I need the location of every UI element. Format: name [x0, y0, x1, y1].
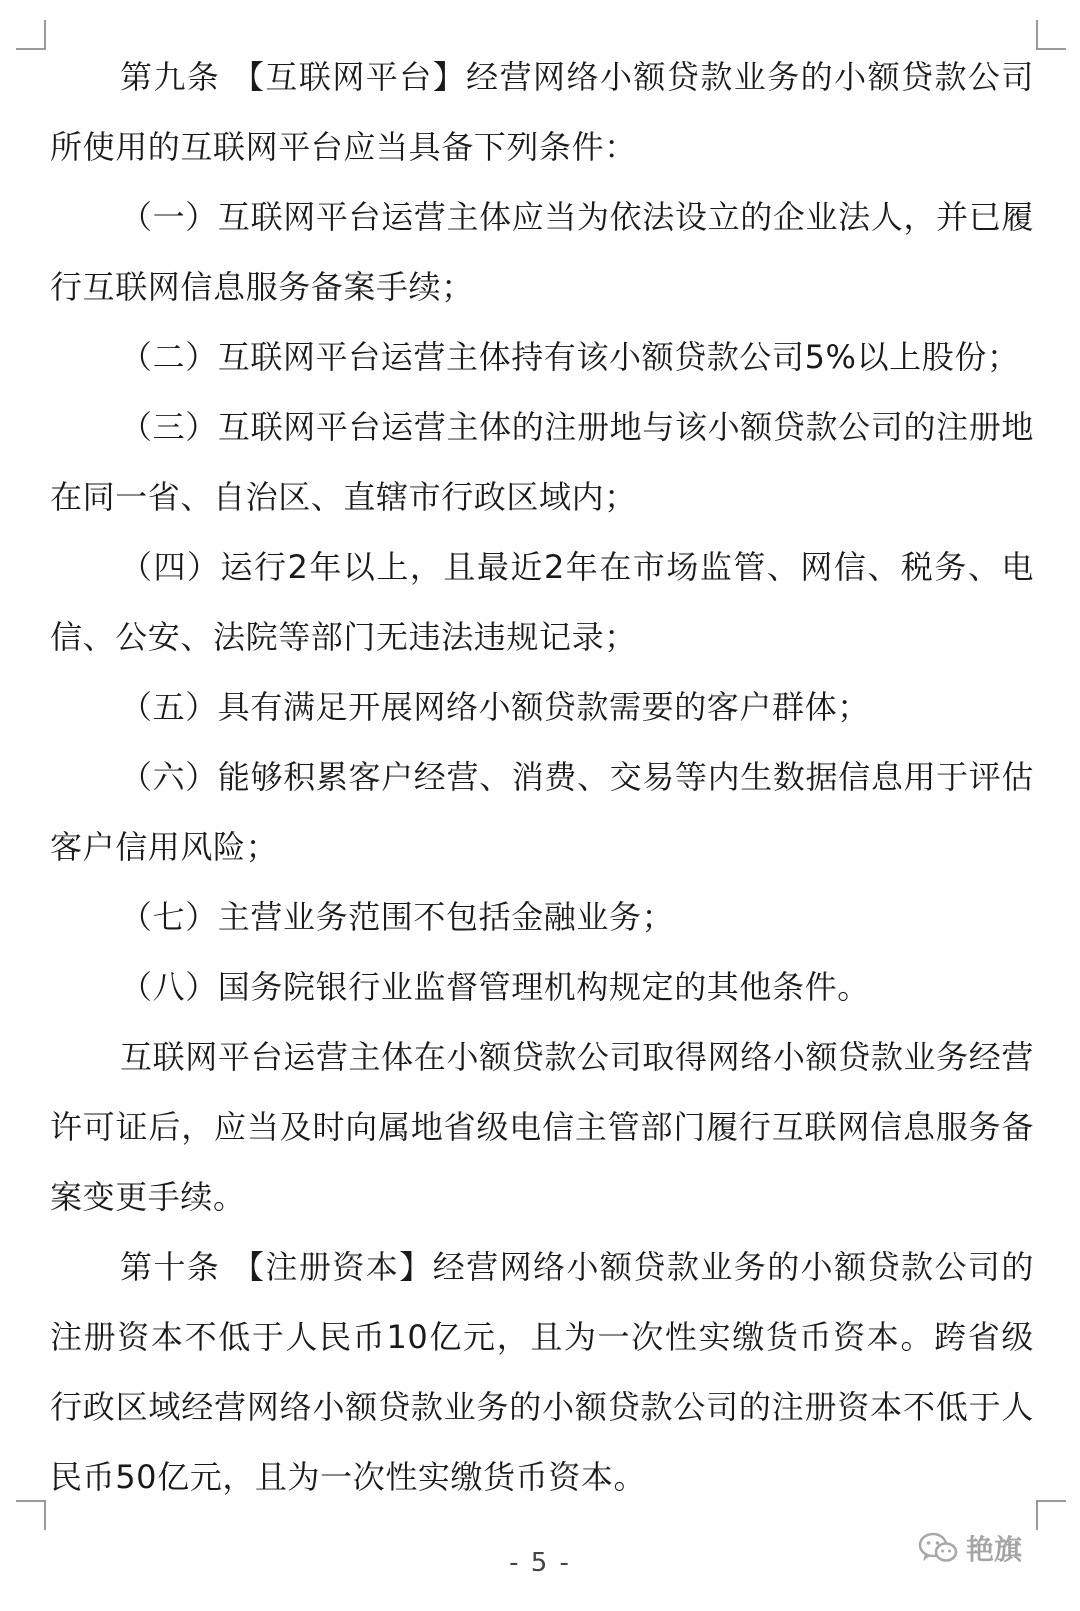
- crop-mark-bottom-left: [16, 1500, 46, 1530]
- paragraph-article-10: 第十条 【注册资本】经营网络小额贷款业务的小额贷款公司的注册资本不低于人民币10亿元，且为一次性实缴货币资本。跨省级行政区域经营网络小额贷款业务的小额贷款公司的注册资本不低于人民币50亿元，且为一次性实缴货币资本。: [50, 1248, 1034, 1496]
- crop-mark-top-left: [16, 20, 46, 50]
- paragraph-item-1: （一）互联网平台运营主体应当为依法设立的企业法人，并已履行互联网信息服务备案手续；: [50, 198, 1034, 306]
- paragraph-item-3: （三）互联网平台运营主体的注册地与该小额贷款公司的注册地在同一省、自治区、直辖市行政区域内；: [50, 408, 1034, 516]
- paragraph-item-6: （六）能够积累客户经营、消费、交易等内生数据信息用于评估客户信用风险；: [50, 758, 1034, 866]
- paragraph-item-2: （二）互联网平台运营主体持有该小额贷款公司5%以上股份；: [120, 338, 1020, 376]
- watermark: [918, 1530, 1022, 1566]
- paragraph-item-5: （五）具有满足开展网络小额贷款需要的客户群体；: [120, 688, 870, 726]
- paragraph-item-4: （四）运行2年以上，且最近2年在市场监管、网信、税务、电信、公安、法院等部门无违法违规记录；: [50, 548, 1034, 656]
- paragraph-item-7: （七）主营业务范围不包括金融业务；: [120, 898, 675, 936]
- paragraph-article-9: 第九条 【互联网平台】经营网络小额贷款业务的小额贷款公司所使用的互联网平台应当具备下列条件：: [50, 58, 1034, 166]
- document-body: [50, 42, 1034, 1512]
- crop-mark-bottom-right: [1036, 1500, 1066, 1530]
- crop-mark-top-right: [1036, 20, 1066, 50]
- wechat-icon: [918, 1531, 958, 1565]
- watermark-text: 艳旗: [966, 1533, 1023, 1566]
- paragraph-item-8: （八）国务院银行业监督管理机构规定的其他条件。: [120, 968, 870, 1006]
- paragraph-filing-change: 互联网平台运营主体在小额贷款公司取得网络小额贷款业务经营许可证后，应当及时向属地省级电信主管部门履行互联网信息服务备案变更手续。: [50, 1038, 1034, 1216]
- page-number: - 5 -: [509, 1548, 571, 1578]
